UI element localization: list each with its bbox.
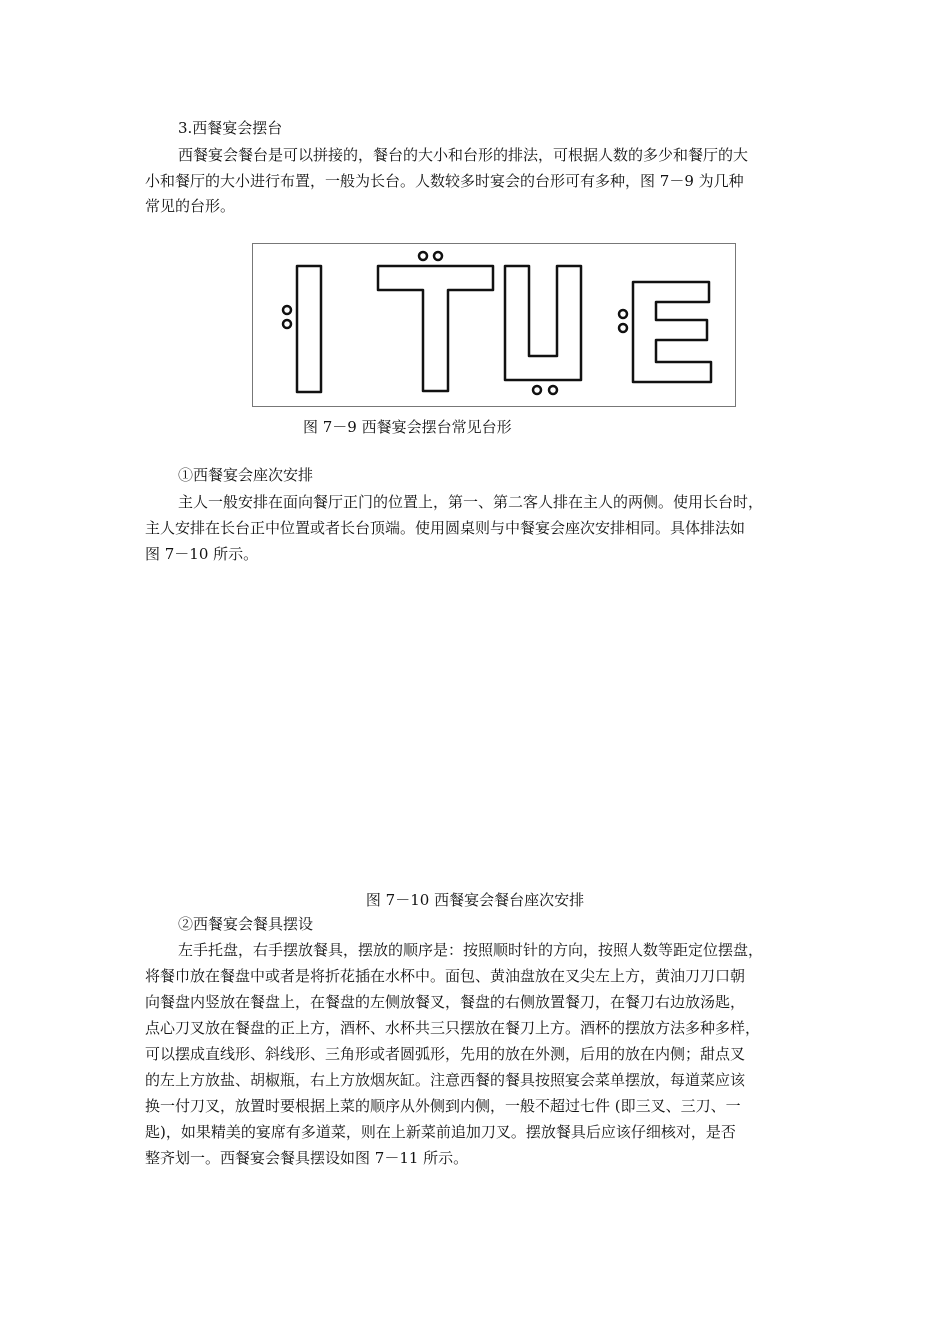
paragraph-line: 常见的台形。 <box>145 197 236 215</box>
paragraph-line: 的左上方放盐、胡椒瓶，右上方放烟灰缸。注意西餐的餐具按照宴会菜单摆放，每道菜应该 <box>145 1071 746 1089</box>
figure-caption: 图 7－9 西餐宴会摆台常见台形 <box>303 418 512 436</box>
seat-circle <box>283 306 291 314</box>
seat-circle <box>419 252 427 260</box>
seat-circle <box>619 310 627 318</box>
paragraph-line: 左手托盘，右手摆放餐具，摆放的顺序是：按照顺时针的方向，按照人数等距定位摆盘， <box>178 941 764 959</box>
paragraph-line: 换一付刀叉，放置时要根据上菜的顺序从外侧到内侧，一般不超过七件 (即三叉、三刀、一 <box>145 1097 741 1115</box>
subsection-title: ①西餐宴会座次安排 <box>178 466 314 484</box>
t-shaped-table <box>378 266 493 391</box>
section-title: 3.西餐宴会摆台 <box>178 119 283 137</box>
paragraph-line: 向餐盘内竖放在餐盘上，在餐盘的左侧放餐叉，餐盘的右侧放置餐刀，在餐刀右边放汤匙， <box>145 993 746 1011</box>
table-shapes-drawing <box>253 244 737 408</box>
seat-circle <box>619 324 627 332</box>
paragraph-line: 点心刀叉放在餐盘的正上方，酒杯、水杯共三只摆放在餐刀上方。酒杯的摆放方法多种多样， <box>145 1019 761 1037</box>
table-shapes-figure <box>252 243 736 407</box>
paragraph-line: 可以摆成直线形、斜线形、三角形或者圆弧形，先用的放在外测，后用的放在内侧；甜点叉 <box>145 1045 746 1063</box>
paragraph-line: 主人一般安排在面向餐厅正门的位置上，第一、第二客人排在主人的两侧。使用长台时， <box>178 493 764 511</box>
e-shaped-table <box>633 282 711 382</box>
paragraph-line: 图 7－10 所示。 <box>145 545 259 563</box>
paragraph-line: 西餐宴会餐台是可以拼接的，餐台的大小和台形的排法，可根据人数的多少和餐厅的大 <box>178 146 749 164</box>
paragraph-line: 主人安排在长台正中位置或者长台顶端。使用圆桌则与中餐宴会座次安排相同。具体排法如 <box>145 519 746 537</box>
subsection-title: ②西餐宴会餐具摆设 <box>178 915 314 933</box>
seat-circle <box>434 252 442 260</box>
figure-caption: 图 7－10 西餐宴会餐台座次安排 <box>365 891 585 909</box>
i-shaped-table <box>297 266 321 392</box>
seat-circle <box>283 320 291 328</box>
paragraph-line: 将餐巾放在餐盘中或者是将折花插在水杯中。面包、黄油盘放在叉尖左上方，黄油刀刀口朝 <box>145 967 746 985</box>
paragraph-line: 整齐划一。西餐宴会餐具摆设如图 7－11 所示。 <box>145 1149 469 1167</box>
paragraph-line: 小和餐厅的大小进行布置，一般为长台。人数较多时宴会的台形可有多种，图 7－9 为几种 <box>145 172 744 190</box>
seat-circle <box>549 386 557 394</box>
paragraph-line: 匙)，如果精美的宴席有多道菜，则在上新菜前追加刀叉。摆放餐具后应该仔细核对，是否 <box>145 1123 736 1141</box>
u-shaped-table <box>505 266 581 380</box>
seat-circle <box>533 386 541 394</box>
